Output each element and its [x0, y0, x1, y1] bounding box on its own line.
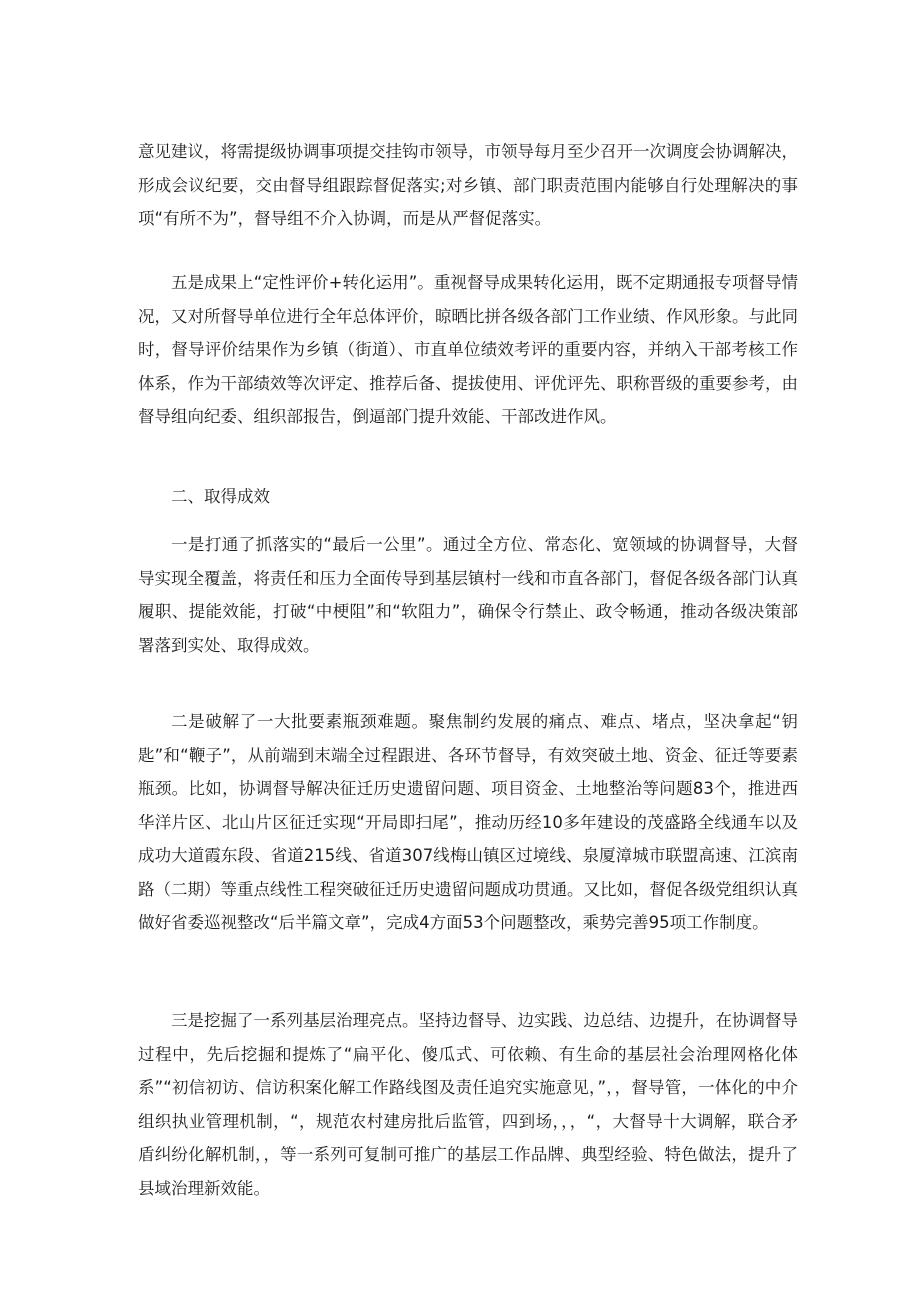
paragraph-achievement-one: 一是打通了抓落实的“最后一公里”。通过全方位、常态化、宽领域的协调督导，大督导实现全覆盖，将责任和压力全面传导到基层镇村一线和市直各部门，督促各级各部门认真履职、提能效能，打破“中梗阻”和“软阻力”，确保令行禁止、政令畅通，推动各级决策部署落到实处、取得成效。: [138, 535, 798, 655]
paragraph-achievement-three: 三是挖掘了一系列基层治理亮点。坚持边督导、边实践、边总结、边提升，在协调督导过程中，先后挖掘和提炼了“扁平化、傻瓜式、可依赖、有生命的基层社会治理网格化体系”“初信初访、信访积案化解工作路线图及责任追究实施意见，”，，督导管，一体化的中介组织执业管理机制，“，规范农村建房批后监管，四到场，，，“，大督导十大调解，联合矛盾纠纷化解机制，，等一系列可复制可推广的基层工作品牌、典型经验、特色做法，提升了县域治理新效能。: [138, 1011, 798, 1198]
paragraph-continuation: 意见建议，将需提级协调事项提交挂钩市领导，市领导每月至少召开一次调度会协调解决，形成会议纪要，交由督导组跟踪督促落实;对乡镇、部门职责范围内能够自行处理解决的事项“有所不为”，督导组不介入协调，而是从严督促落实。: [138, 142, 798, 228]
paragraph-achievement-two: 二是破解了一大批要素瓶颈难题。聚焦制约发展的痛点、难点、堵点，坚决拿起“钥匙”和“鞭子”，从前端到末端全过程跟进、各环节督导，有效突破土地、资金、征迁等要素瓶颈。比如，协调督导解决征迁历史遗留问题、项目资金、土地整治等问题83个，推进西华洋片区、北山片区征迁实现“开局即扫尾”，推动历经10多年建设的茂盛路全线通车以及成功大道霞东段、省道215线、省道307线梅山镇区过境线、泉厦漳城市联盟高速、江滨南路（二期）等重点线性工程突破征迁历史遗留问题成功贯通。又比如，督促各级党组织认真做好省委巡视整改“后半篇文章”，完成4方面53个问题整改，乘势完善95项工作制度。: [138, 712, 798, 932]
section-heading: 二、取得成效: [171, 487, 270, 506]
paragraph-item-five: 五是成果上“定性评价+转化运用”。重视督导成果转化运用，既不定期通报专项督导情况，又对所督导单位进行全年总体评价，晾晒比拼各级各部门工作业绩、作风形象。与此同时，督导评价结果作为乡镇（街道）、市直单位绩效考评的重要内容，并纳入干部考核工作体系，作为干部绩效等次评定、推荐后备、提拔使用、评优评先、职称晋级的重要参考，由督导组向纪委、组织部报告，倒逼部门提升效能、干部改进作风。: [138, 273, 798, 426]
